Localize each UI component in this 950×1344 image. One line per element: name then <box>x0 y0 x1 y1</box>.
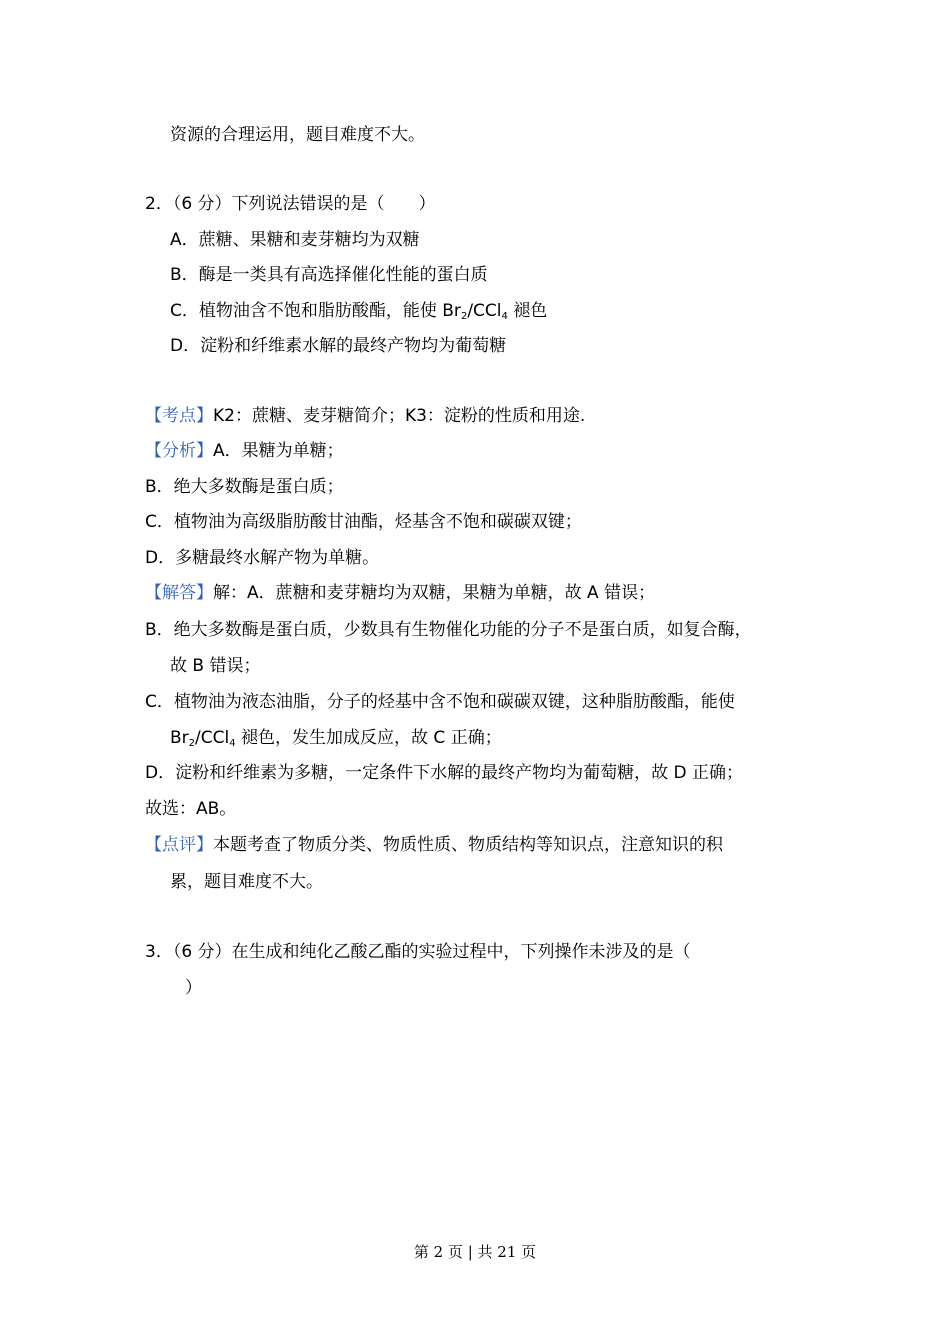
question-2-option-c <box>170 300 547 322</box>
kaodian-text: K2：蔗糖、麦芽糖简介；K3：淀粉的性质和用途. <box>213 406 586 426</box>
question-2-stem: 2．（6 分）下列说法错误的是（ ） <box>145 194 436 214</box>
dianping-line-2: 累，题目难度不大。 <box>170 872 323 892</box>
kaodian-tag: 【考点】 <box>145 406 213 426</box>
jieda-tag: 【解答】 <box>145 583 213 603</box>
dianping-line <box>145 834 723 856</box>
prev-answer-tail: 资源的合理运用，题目难度不大。 <box>170 125 425 145</box>
formula-part: Br <box>170 728 189 748</box>
subscript: 4 <box>501 311 508 322</box>
fenxi-line-b: B．绝大多数酶是蛋白质； <box>145 477 344 497</box>
jieda-b-line-1: B．绝大多数酶是蛋白质，少数具有生物催化功能的分子不是蛋白质，如复合酶， <box>145 620 752 640</box>
jieda-line <box>145 582 655 604</box>
question-2-option-d: D．淀粉和纤维素水解的最终产物均为葡萄糖 <box>170 336 507 356</box>
jieda-c-line-2 <box>170 727 502 749</box>
dianping-text: 本题考查了物质分类、物质性质、物质结构等知识点，注意知识的积 <box>213 835 723 855</box>
jieda-text: 解：A．蔗糖和麦芽糖均为双糖，果糖为单糖，故 A 错误； <box>213 583 656 603</box>
question-2-option-b: B．酶是一类具有高选择催化性能的蛋白质 <box>170 265 488 285</box>
jieda-choice: 故选：AB。 <box>145 799 237 819</box>
page-footer: 第 2 页 | 共 21 页 <box>413 1243 537 1261</box>
fenxi-line-d: D．多糖最终水解产物为单糖。 <box>145 548 380 568</box>
question-2-option-a: A．蔗糖、果糖和麦芽糖均为双糖 <box>170 230 420 250</box>
fenxi-text: A．果糖为单糖； <box>213 441 344 461</box>
dianping-tag: 【点评】 <box>145 835 213 855</box>
jieda-b-line-2: 故 B 错误； <box>170 656 261 676</box>
fenxi-line-c: C．植物油为高级脂肪酸甘油酯，烃基含不饱和碳碳双键； <box>145 512 582 532</box>
jieda-c-line-1: C．植物油为液态油脂，分子的烃基中含不饱和碳碳双键，这种脂肪酸酯，能使 <box>145 692 735 712</box>
kaodian-line <box>145 405 585 427</box>
fenxi-line <box>145 440 344 462</box>
subscript: 4 <box>229 738 236 749</box>
option-c-text: C．植物油含不饱和脂肪酸酯，能使 Br <box>170 301 461 321</box>
fenxi-tag: 【分析】 <box>145 441 213 461</box>
option-c-tail: 褪色 <box>507 301 548 321</box>
jieda-d-line: D．淀粉和纤维素为多糖，一定条件下水解的最终产物均为葡萄糖，故 D 正确； <box>145 763 743 783</box>
jieda-c-tail: 褪色，发生加成反应，故 C 正确； <box>235 728 502 748</box>
subscript: 2 <box>460 311 468 322</box>
question-3-stem: 3．（6 分）在生成和纯化乙酸乙酯的实验过程中，下列操作未涉及的是（ <box>145 942 691 962</box>
subscript: 2 <box>188 738 196 749</box>
question-3-stem-cont: ） <box>185 978 202 998</box>
formula-part: /CCl <box>467 301 502 321</box>
formula-part: /CCl <box>195 728 230 748</box>
